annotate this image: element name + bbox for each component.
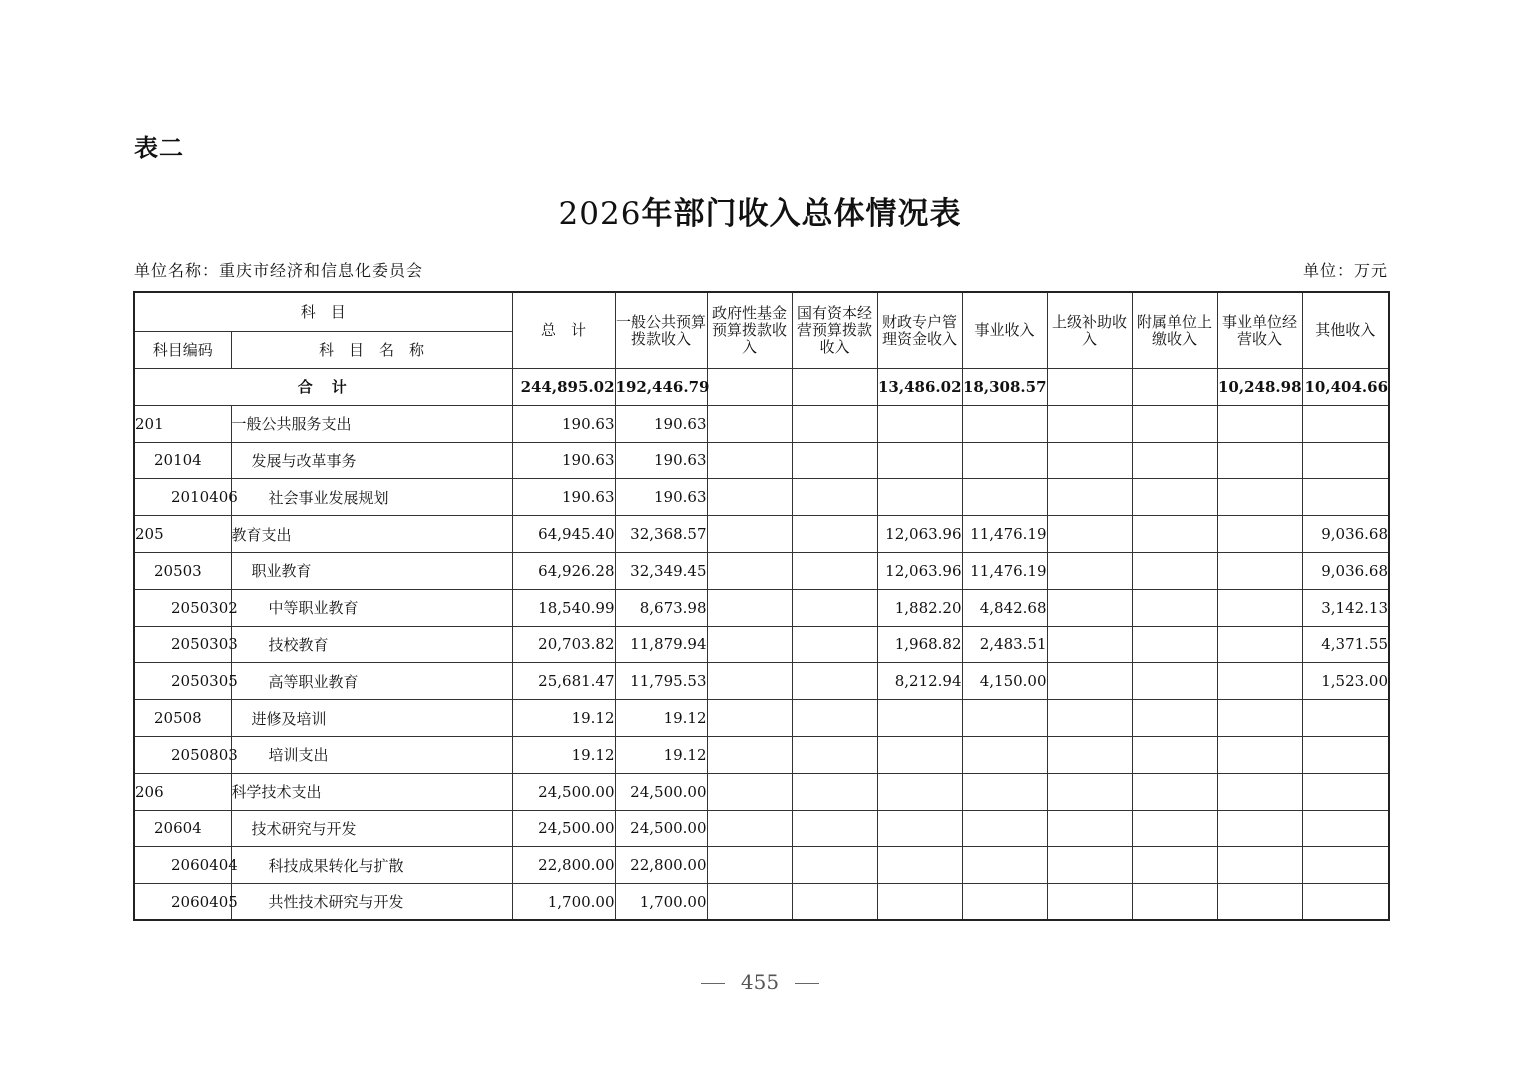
cell-gov-fund	[707, 700, 792, 737]
title-year: 2026	[558, 196, 642, 232]
cell-affiliated	[1132, 589, 1217, 626]
cell-affiliated	[1132, 552, 1217, 589]
cell-other	[1302, 810, 1389, 847]
cell-total: 190.63	[512, 479, 615, 516]
cell-general-budget: 19.12	[615, 700, 707, 737]
cell-state-capital	[792, 626, 877, 663]
cell-total: 64,926.28	[512, 552, 615, 589]
subject-code: 2060405	[134, 884, 231, 921]
cell-business	[962, 442, 1047, 479]
cell-gov-fund	[707, 589, 792, 626]
unit-label: 单位：万元	[1302, 261, 1388, 280]
cell-state-capital	[792, 589, 877, 626]
cell-other: 3,142.13	[1302, 589, 1389, 626]
cell-affiliated	[1132, 847, 1217, 884]
cell-business	[962, 479, 1047, 516]
subject-name: 培训支出	[231, 736, 512, 773]
cell-business-operation	[1217, 663, 1302, 700]
total-gov-fund	[707, 369, 792, 406]
cell-state-capital	[792, 700, 877, 737]
header-gov-fund: 政府性基金预算拨款收入	[707, 292, 792, 369]
header-subject-code: 科目编码	[134, 332, 231, 369]
cell-business	[962, 736, 1047, 773]
cell-general-budget: 24,500.00	[615, 810, 707, 847]
total-business: 18,308.57	[962, 369, 1047, 406]
cell-total: 1,700.00	[512, 884, 615, 921]
cell-business-operation	[1217, 589, 1302, 626]
cell-superior-subsidy	[1047, 663, 1132, 700]
subject-name: 科学技术支出	[231, 773, 512, 810]
cell-gov-fund	[707, 626, 792, 663]
cell-gov-fund	[707, 736, 792, 773]
header-fiscal-special: 财政专户管理资金收入	[877, 292, 962, 369]
cell-affiliated	[1132, 405, 1217, 442]
table-row	[134, 810, 1389, 847]
cell-business-operation	[1217, 479, 1302, 516]
header-affiliated: 附属单位上缴收入	[1132, 292, 1217, 369]
cell-other	[1302, 773, 1389, 810]
total-total: 244,895.02	[512, 369, 615, 406]
total-superior-subsidy	[1047, 369, 1132, 406]
cell-general-budget: 190.63	[615, 479, 707, 516]
cell-general-budget: 32,368.57	[615, 516, 707, 553]
cell-fiscal-special	[877, 884, 962, 921]
cell-gov-fund	[707, 773, 792, 810]
cell-general-budget: 11,795.53	[615, 663, 707, 700]
cell-gov-fund	[707, 810, 792, 847]
table-row	[134, 700, 1389, 737]
table-row	[134, 479, 1389, 516]
cell-superior-subsidy	[1047, 884, 1132, 921]
cell-total: 18,540.99	[512, 589, 615, 626]
cell-superior-subsidy	[1047, 626, 1132, 663]
subject-name: 技校教育	[231, 626, 512, 663]
cell-gov-fund	[707, 663, 792, 700]
cell-general-budget: 190.63	[615, 442, 707, 479]
cell-gov-fund	[707, 442, 792, 479]
total-row	[134, 369, 1389, 406]
cell-total: 20,703.82	[512, 626, 615, 663]
total-state-capital	[792, 369, 877, 406]
cell-state-capital	[792, 847, 877, 884]
page-title	[0, 188, 1520, 233]
cell-state-capital	[792, 810, 877, 847]
subject-code: 205	[134, 516, 231, 553]
cell-business-operation	[1217, 552, 1302, 589]
subject-name: 科技成果转化与扩散	[231, 847, 512, 884]
cell-other: 1,523.00	[1302, 663, 1389, 700]
header-superior-subsidy: 上级补助收入	[1047, 292, 1132, 369]
subject-code: 20508	[134, 700, 231, 737]
cell-superior-subsidy	[1047, 810, 1132, 847]
total-general-budget: 192,446.79	[615, 369, 707, 406]
header-general-budget: 一般公共预算拨款收入	[615, 292, 707, 369]
cell-state-capital	[792, 442, 877, 479]
cell-affiliated	[1132, 516, 1217, 553]
subject-name: 高等职业教育	[231, 663, 512, 700]
cell-other: 4,371.55	[1302, 626, 1389, 663]
cell-business	[962, 773, 1047, 810]
subject-name: 教育支出	[231, 516, 512, 553]
cell-other	[1302, 479, 1389, 516]
cell-business-operation	[1217, 700, 1302, 737]
footer-dash-right	[795, 983, 819, 984]
cell-superior-subsidy	[1047, 773, 1132, 810]
subject-code: 2010406	[134, 479, 231, 516]
cell-total: 24,500.00	[512, 773, 615, 810]
header-total: 总 计	[512, 292, 615, 369]
table-body	[134, 369, 1389, 921]
subject-code: 2050303	[134, 626, 231, 663]
cell-superior-subsidy	[1047, 405, 1132, 442]
cell-superior-subsidy	[1047, 442, 1132, 479]
subject-name: 发展与改革事务	[231, 442, 512, 479]
subject-code: 2050305	[134, 663, 231, 700]
table-row	[134, 516, 1389, 553]
cell-state-capital	[792, 479, 877, 516]
unit-name: 单位名称：重庆市经济和信息化委员会	[134, 261, 424, 280]
cell-general-budget: 22,800.00	[615, 847, 707, 884]
cell-total: 22,800.00	[512, 847, 615, 884]
cell-general-budget: 190.63	[615, 405, 707, 442]
cell-fiscal-special	[877, 405, 962, 442]
cell-affiliated	[1132, 479, 1217, 516]
cell-other	[1302, 442, 1389, 479]
total-business-operation: 10,248.98	[1217, 369, 1302, 406]
subject-name: 共性技术研究与开发	[231, 884, 512, 921]
total-label: 合 计	[134, 369, 512, 406]
cell-business: 4,842.68	[962, 589, 1047, 626]
cell-fiscal-special	[877, 847, 962, 884]
cell-state-capital	[792, 405, 877, 442]
header-business: 事业收入	[962, 292, 1047, 369]
header-business-operation: 事业单位经营收入	[1217, 292, 1302, 369]
cell-general-budget: 32,349.45	[615, 552, 707, 589]
header-state-capital: 国有资本经营预算拨款收入	[792, 292, 877, 369]
cell-superior-subsidy	[1047, 516, 1132, 553]
cell-gov-fund	[707, 884, 792, 921]
cell-fiscal-special: 1,968.82	[877, 626, 962, 663]
cell-superior-subsidy	[1047, 847, 1132, 884]
cell-business	[962, 700, 1047, 737]
cell-superior-subsidy	[1047, 589, 1132, 626]
cell-general-budget: 19.12	[615, 736, 707, 773]
cell-gov-fund	[707, 516, 792, 553]
cell-superior-subsidy	[1047, 736, 1132, 773]
cell-total: 24,500.00	[512, 810, 615, 847]
cell-state-capital	[792, 552, 877, 589]
cell-fiscal-special	[877, 700, 962, 737]
table-row	[134, 405, 1389, 442]
subject-code: 206	[134, 773, 231, 810]
cell-affiliated	[1132, 884, 1217, 921]
subject-name: 一般公共服务支出	[231, 405, 512, 442]
cell-fiscal-special: 12,063.96	[877, 516, 962, 553]
cell-business-operation	[1217, 442, 1302, 479]
cell-other	[1302, 736, 1389, 773]
subject-code: 201	[134, 405, 231, 442]
subject-name: 中等职业教育	[231, 589, 512, 626]
cell-affiliated	[1132, 773, 1217, 810]
cell-other	[1302, 847, 1389, 884]
cell-state-capital	[792, 736, 877, 773]
cell-fiscal-special: 1,882.20	[877, 589, 962, 626]
header-other: 其他收入	[1302, 292, 1389, 369]
cell-business-operation	[1217, 884, 1302, 921]
cell-affiliated	[1132, 663, 1217, 700]
cell-state-capital	[792, 884, 877, 921]
cell-total: 190.63	[512, 405, 615, 442]
cell-fiscal-special: 12,063.96	[877, 552, 962, 589]
table-row	[134, 589, 1389, 626]
cell-total: 19.12	[512, 700, 615, 737]
cell-total: 25,681.47	[512, 663, 615, 700]
cell-business	[962, 810, 1047, 847]
cell-fiscal-special	[877, 810, 962, 847]
cell-state-capital	[792, 663, 877, 700]
cell-total: 64,945.40	[512, 516, 615, 553]
cell-general-budget: 1,700.00	[615, 884, 707, 921]
table-row	[134, 847, 1389, 884]
cell-business-operation	[1217, 405, 1302, 442]
cell-other: 9,036.68	[1302, 516, 1389, 553]
subject-name: 职业教育	[231, 552, 512, 589]
cell-affiliated	[1132, 736, 1217, 773]
cell-business-operation	[1217, 626, 1302, 663]
cell-business-operation	[1217, 736, 1302, 773]
cell-superior-subsidy	[1047, 552, 1132, 589]
title-text: 年部门收入总体情况表	[641, 196, 962, 232]
total-affiliated	[1132, 369, 1217, 406]
subject-code: 2050803	[134, 736, 231, 773]
table-row	[134, 442, 1389, 479]
table-row	[134, 552, 1389, 589]
total-other: 10,404.66	[1302, 369, 1389, 406]
cell-general-budget: 24,500.00	[615, 773, 707, 810]
cell-business: 2,483.51	[962, 626, 1047, 663]
cell-superior-subsidy	[1047, 479, 1132, 516]
cell-affiliated	[1132, 442, 1217, 479]
subject-code: 20503	[134, 552, 231, 589]
cell-total: 190.63	[512, 442, 615, 479]
subject-name: 社会事业发展规划	[231, 479, 512, 516]
cell-fiscal-special	[877, 479, 962, 516]
cell-gov-fund	[707, 847, 792, 884]
cell-business-operation	[1217, 810, 1302, 847]
cell-state-capital	[792, 516, 877, 553]
cell-affiliated	[1132, 700, 1217, 737]
cell-affiliated	[1132, 626, 1217, 663]
table-row	[134, 626, 1389, 663]
cell-general-budget: 11,879.94	[615, 626, 707, 663]
cell-business: 11,476.19	[962, 552, 1047, 589]
cell-state-capital	[792, 773, 877, 810]
cell-affiliated	[1132, 810, 1217, 847]
cell-gov-fund	[707, 552, 792, 589]
page-footer	[0, 970, 1520, 994]
cell-business-operation	[1217, 516, 1302, 553]
table-row	[134, 736, 1389, 773]
cell-gov-fund	[707, 405, 792, 442]
cell-business	[962, 405, 1047, 442]
cell-general-budget: 8,673.98	[615, 589, 707, 626]
subject-code: 2050302	[134, 589, 231, 626]
subject-code: 20604	[134, 810, 231, 847]
cell-other: 9,036.68	[1302, 552, 1389, 589]
cell-other	[1302, 884, 1389, 921]
page-number: 455	[740, 970, 780, 994]
table-row	[134, 663, 1389, 700]
table-label: 表二	[134, 134, 184, 162]
cell-total: 19.12	[512, 736, 615, 773]
total-fiscal-special: 13,486.02	[877, 369, 962, 406]
subject-name: 技术研究与开发	[231, 810, 512, 847]
cell-business	[962, 884, 1047, 921]
cell-fiscal-special	[877, 736, 962, 773]
header-subject-name: 科 目 名 称	[231, 332, 512, 369]
cell-fiscal-special: 8,212.94	[877, 663, 962, 700]
header-subject: 科 目	[134, 292, 512, 332]
cell-business: 11,476.19	[962, 516, 1047, 553]
cell-business: 4,150.00	[962, 663, 1047, 700]
cell-gov-fund	[707, 479, 792, 516]
subject-code: 2060404	[134, 847, 231, 884]
table-row	[134, 884, 1389, 921]
cell-other	[1302, 405, 1389, 442]
cell-business-operation	[1217, 847, 1302, 884]
cell-business-operation	[1217, 773, 1302, 810]
table-row	[134, 773, 1389, 810]
cell-fiscal-special	[877, 442, 962, 479]
cell-business	[962, 847, 1047, 884]
subject-name: 进修及培训	[231, 700, 512, 737]
cell-other	[1302, 700, 1389, 737]
cell-fiscal-special	[877, 773, 962, 810]
income-table	[133, 291, 1390, 921]
header-row-1	[134, 292, 1389, 332]
cell-superior-subsidy	[1047, 700, 1132, 737]
footer-dash-left	[701, 983, 725, 984]
subject-code: 20104	[134, 442, 231, 479]
